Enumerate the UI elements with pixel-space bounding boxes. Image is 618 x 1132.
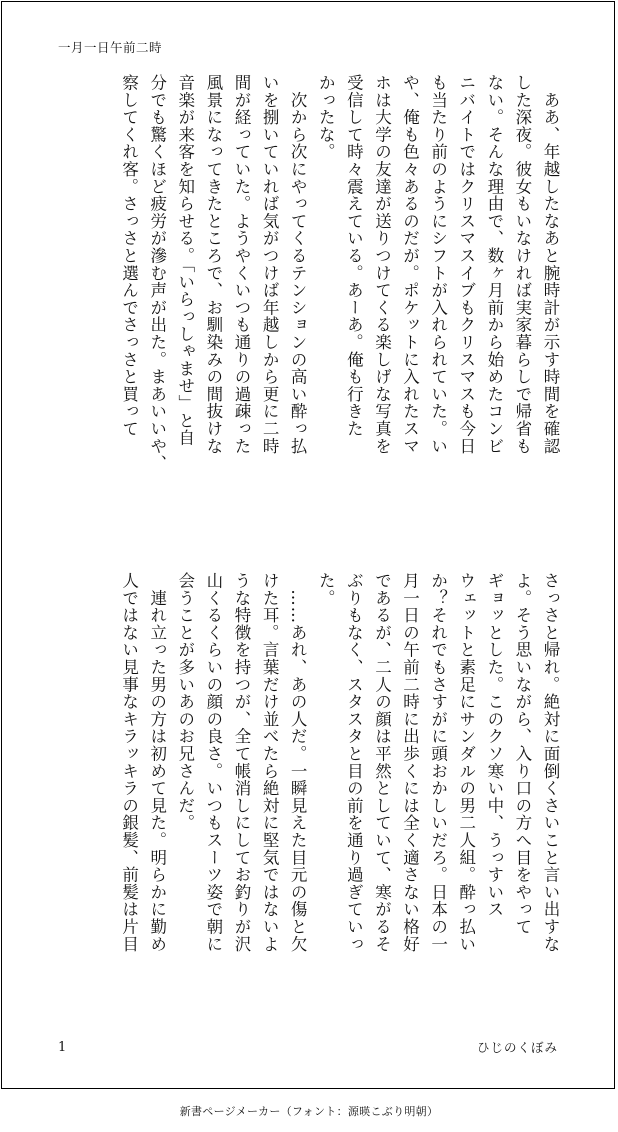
- text-line: ギョッとした。このクソ寒い中、うっすいス: [484, 572, 504, 918]
- text-line: た。: [316, 572, 336, 607]
- text-line: いを捌いていれば気がつけば年越しから更に二時: [260, 74, 280, 455]
- text-line: ない。そんな理由で、数ヶ月前から始めたコンビ: [484, 74, 504, 455]
- text-line: けた耳。言葉だけ並べたら絶対に堅気ではないよ: [260, 572, 280, 953]
- text-line: した深夜。彼女もいなければ実家暮らしで帰省も: [512, 74, 532, 455]
- text-line: 次から次にやってくるテンションの高い酔っ払: [288, 74, 308, 455]
- text-line: 人ではない見事なキラッキラの銀髪、前髪は片目: [119, 572, 139, 953]
- text-line: 分でも驚くほど疲労が滲む声が出た。まあいいや、: [147, 74, 167, 472]
- text-line: 音楽が来客を知らせる。「いらっしゃませ」と自: [175, 74, 195, 447]
- generator-credit: 新書ページメーカー（フォント：源暎こぶり明朝）: [179, 1105, 439, 1118]
- book-page: [1, 1, 615, 1089]
- text-line: ホは大学の友達が送りつけてくる楽しげな写真を: [372, 74, 392, 455]
- text-line: 間が経っていた。ようやくいつも通りの過疎った: [231, 74, 251, 455]
- text-line: 会うことが多いあのお兄さんだ。: [175, 572, 195, 832]
- text-line: ニバイトではクリスマスイブもクリスマスも今日: [456, 74, 476, 455]
- text-line: さっさと帰れ。絶対に面倒くさいこと言い出すな: [541, 572, 560, 953]
- text-line: 風景になってきたところで、お馴染みの間抜けな: [203, 74, 223, 455]
- text-line: や、俺も色々あるのだが。ポケットに入れたスマ: [400, 74, 420, 455]
- running-header-title: 一月一日午前二時: [58, 40, 163, 55]
- body-text-upper: [48, 74, 564, 544]
- text-line: 山くるくらいの顔の良さ。いつもスーツ姿で朝に: [203, 572, 223, 953]
- text-line: かったな。: [316, 74, 336, 161]
- page-number: 1: [58, 1040, 67, 1055]
- text-line: 受信して時々震えている。あーあ。俺も行きた: [344, 74, 364, 438]
- text-line: よ。そう思いながら、入り口の方へ目をやって: [512, 572, 532, 936]
- text-line: うな特徴を持つが、全て帳消しにしてお釣りが沢: [231, 572, 251, 953]
- author-name: ひじのくぼみ: [476, 1040, 558, 1055]
- text-line: ああ、年越したなあと腕時計が示す時間を確認: [541, 74, 560, 455]
- text-line: ウェットと素足にサンダルの男二人組。酔っ払い: [456, 572, 476, 953]
- text-line: ……あれ、あの人だ。一瞬見えた目元の傷と欠: [288, 572, 308, 953]
- text-line: も当たり前のようにシフトが入れられていた。い: [428, 74, 448, 455]
- text-line: か？それでもさすがに頭おかしいだろ。日本の一: [428, 572, 448, 953]
- text-line: であるが、二人の顔は平然としていて、寒がるそ: [372, 572, 392, 953]
- body-text-lower: [48, 572, 564, 1002]
- text-line: 連れ立った男の方は初めて見た。明らかに勤め: [147, 572, 167, 953]
- text-line: 察してくれ客。さっさと選んでさっさと買って: [119, 74, 139, 438]
- text-line: 月一日の午前二時に出歩くには全く適さない格好: [400, 572, 420, 953]
- text-line: ぶりもなく、スタスタと目の前を通り過ぎていっ: [344, 572, 364, 953]
